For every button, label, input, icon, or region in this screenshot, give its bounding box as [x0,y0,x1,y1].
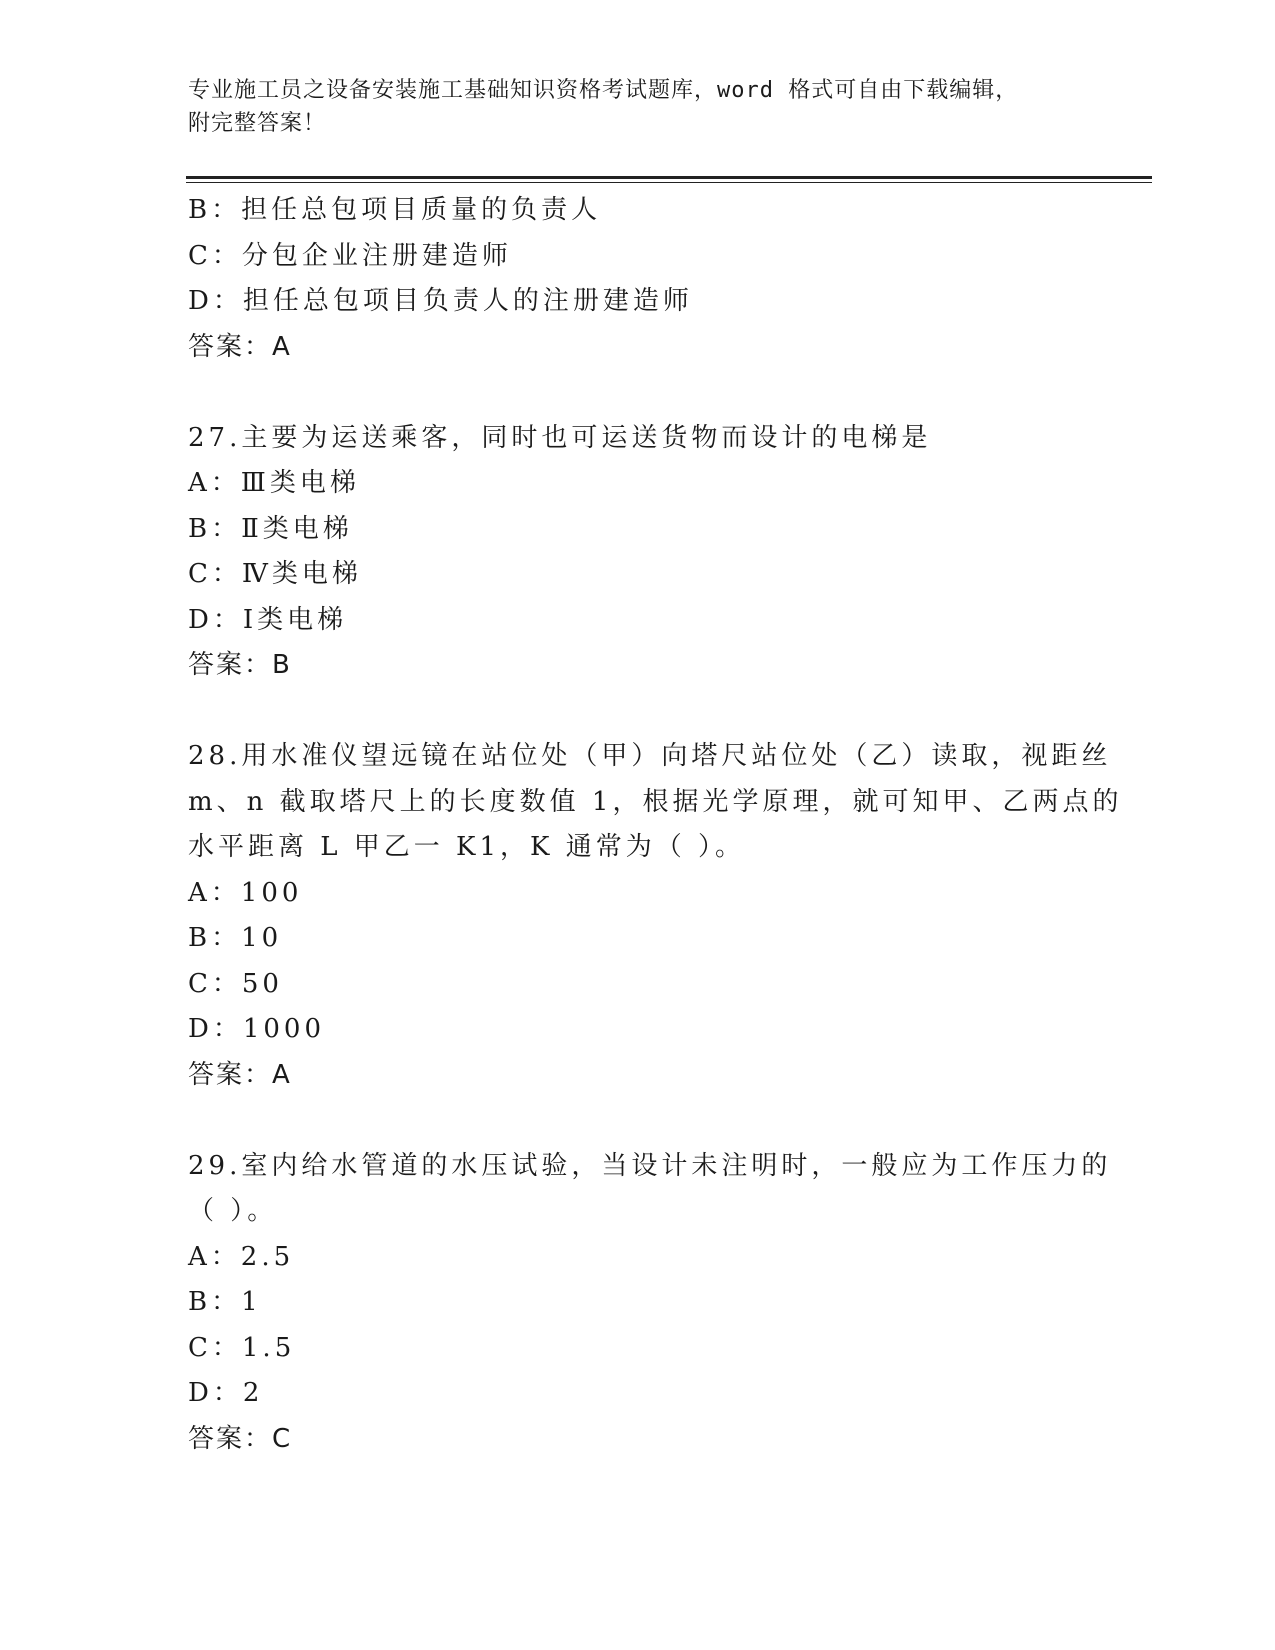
question-29-stem-line-2: （ ）。 [188,1196,278,1226]
header-divider-thick [186,176,1152,179]
question-29-option-c: C：1.5 [188,1332,296,1363]
question-28-block [188,734,1123,1098]
question-26-answer: 答案：A [188,331,292,362]
question-28-option-d: D：1000 [188,1014,326,1044]
question-29-block [188,1144,1112,1463]
question-29-answer: 答案：C [188,1423,293,1454]
question-list [188,188,1123,1462]
spacer [188,1098,1088,1144]
question-26-option-d: D：担任总包项目负责人的注册建造师 [188,286,693,316]
question-26-block [188,188,1088,370]
question-27-option-b: B：Ⅱ类电梯 [188,513,353,544]
spacer [188,370,1088,416]
question-28-option-b: B：10 [188,923,283,953]
question-28-stem-line-3: 水平距离 L 甲乙一 K1，K 通常为（ ）。 [188,832,745,862]
question-26-option-b: B：担任总包项目质量的负责人 [188,195,602,225]
question-28-stem-line-1: 28.用水准仪望远镜在站位处（甲）向塔尺站位处（乙）读取，视距丝 [188,741,1112,771]
question-26-option-c: C：分包企业注册建造师 [188,240,512,271]
document-header [188,74,1068,140]
question-27-answer: 答案：B [188,650,292,680]
question-29-option-a: A：2.5 [188,1241,295,1272]
spacer [188,689,1088,735]
question-27-stem: 27.主要为运送乘客，同时也可运送货物而设计的电梯是 [188,422,932,453]
question-27-option-c: C：Ⅳ类电梯 [188,559,362,589]
header-line-2: 附完整答案！ [188,111,327,136]
question-29-option-b: B：1 [188,1287,262,1317]
question-27-block [188,416,1088,689]
question-28-option-a: A：100 [188,877,303,908]
question-28-answer: 答案：A [188,1059,292,1090]
question-27-option-d: D：Ⅰ类电梯 [188,604,348,635]
question-28-stem-line-2: m、n 截取塔尺上的长度数值 1，根据光学原理，就可知甲、乙两点的 [188,786,1123,817]
question-29-option-d: D：2 [188,1378,264,1408]
header-divider-thin [186,182,1152,183]
header-line-1: 专业施工员之设备安装施工基础知识资格考试题库，word 格式可自由下载编辑， [188,78,1019,103]
question-27-option-a: A：Ⅲ类电梯 [188,468,360,498]
question-29-stem-line-1: 29.室内给水管道的水压试验，当设计未注明时，一般应为工作压力的 [188,1150,1112,1181]
question-28-option-c: C：50 [188,968,283,999]
